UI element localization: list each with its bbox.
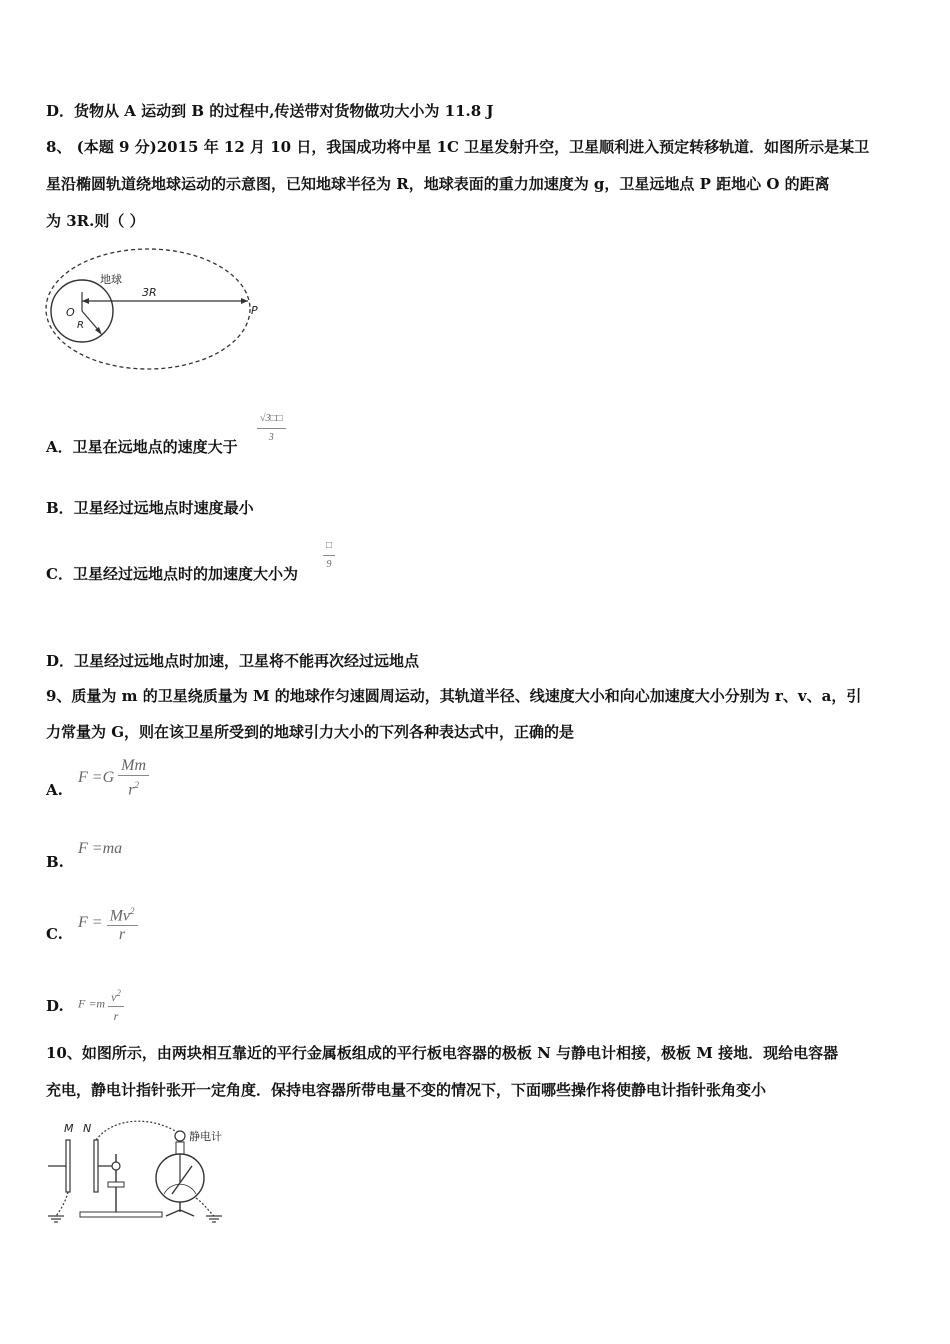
q8-option-a-fraction: $\frac{√3□□}{3}$ xyxy=(257,410,286,447)
q9-stem-line1: 9、质量为 m 的卫星绕质量为 M 的地球作匀速圆周运动，其轨道半径、线速度大小和向心加速度大小分别为 r、v、a，引 xyxy=(46,687,862,705)
q8-stem-line2: 星沿椭圆轨道绕地球运动的示意图，已知地球半径为 R，地球表面的重力加速度为 g，卫星远地点 P 距地心 O 的距离 xyxy=(46,175,830,193)
q9-option-d-formula: F =m $\frac{v^2}{r}$ xyxy=(78,984,124,1025)
q8-option-b: B．卫星经过远地点时速度最小 xyxy=(46,499,254,517)
q10-stem-line1: 10、如图所示，由两块相互靠近的平行金属板组成的平行板电容器的极板 N 与静电计相接，极板 M 接地．现给电容器 xyxy=(46,1044,839,1062)
q8-option-d: D．卫星经过远地点时加速，卫星将不能再次经过远地点 xyxy=(46,652,420,670)
q7-option-d: D．货物从 A 运动到 B 的过程中,传送带对货物做功大小为 11.8 J xyxy=(46,102,494,120)
earth-label: 地球 xyxy=(100,273,122,286)
q8-option-c: C．卫星经过远地点时的加速度大小为 xyxy=(46,565,298,583)
q8-stem-line1: 8、 (本题 9 分)2015 年 12 月 10 日，我国成功将中星 1C 卫星发射升空，卫星顺利进入预定转移轨道．如图所示是某卫 xyxy=(46,138,870,156)
base-plate xyxy=(80,1212,162,1217)
q9-option-c-formula: F = $\frac{Mv^2}{r}$ xyxy=(78,902,138,944)
plate-n xyxy=(94,1140,98,1192)
center-label: O xyxy=(66,306,75,319)
q9-option-c-label: C. xyxy=(46,925,63,943)
q10-capacitor-figure xyxy=(44,1116,244,1228)
q9-option-a-label: A. xyxy=(46,781,63,799)
q9-option-b-label: B. xyxy=(46,853,64,871)
distance-label: 3R xyxy=(142,286,157,299)
point-p-label: P xyxy=(251,304,258,317)
q9-option-a-formula: F =G $\frac{Mm}{r^2}$ xyxy=(78,757,149,799)
label-m: M xyxy=(64,1122,74,1135)
electrometer-label: 静电计 xyxy=(189,1130,222,1143)
connecting-wire xyxy=(96,1121,180,1140)
plate-m xyxy=(66,1140,70,1192)
label-n: N xyxy=(83,1122,92,1135)
q8-stem-line3: 为 3R.则（ ） xyxy=(46,212,145,230)
q8-orbit-figure xyxy=(44,244,264,374)
q10-stem-line2: 充电，静电计指针张开一定角度．保持电容器所带电量不变的情况下，下面哪些操作将使静电计指针张角变小 xyxy=(46,1081,767,1099)
q9-option-d-label: D. xyxy=(46,997,64,1015)
radius-label: R xyxy=(77,320,84,331)
q9-option-b-formula: F =ma xyxy=(78,840,123,857)
q8-option-c-fraction: $\frac{□}{9}$ xyxy=(323,537,335,574)
electrometer-knob xyxy=(175,1131,185,1141)
q9-stem-line2: 力常量为 G，则在该卫星所受到的地球引力大小的下列各种表达式中，正确的是 xyxy=(46,723,575,741)
q8-option-a: A．卫星在远地点的速度大于 xyxy=(46,438,238,456)
